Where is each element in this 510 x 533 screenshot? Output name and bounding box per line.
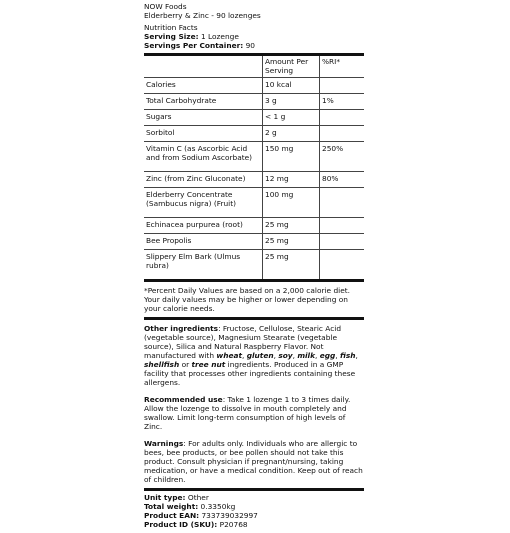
nutrient-amount: 10 kcal <box>263 78 320 94</box>
servings-per-container-value: 90 <box>245 41 255 50</box>
nutrient-ri <box>320 126 365 142</box>
nutrient-amount: 100 mg <box>263 188 320 218</box>
table-row <box>144 234 364 250</box>
product-sku-line <box>144 520 364 529</box>
nutrient-name: Total Carbohydrate <box>144 94 263 110</box>
nutrition-facts-title: Nutrition Facts <box>144 23 198 32</box>
allergen-wheat: wheat <box>216 351 242 360</box>
nutrient-ri: 80% <box>320 172 365 188</box>
nutrient-amount: < 1 g <box>263 110 320 126</box>
warnings-label: Warnings <box>144 439 184 448</box>
nutrient-amount: 25 mg <box>263 218 320 234</box>
recommended-use-section <box>144 391 364 435</box>
footnote-section <box>144 282 364 317</box>
allergen-separator: , <box>315 351 320 360</box>
nutrient-ri <box>320 188 365 218</box>
other-ingredients-section <box>144 320 364 391</box>
product-ean-line <box>144 511 364 520</box>
nutrient-name: Calories <box>144 78 263 94</box>
table-row <box>144 142 364 172</box>
total-weight-label: Total weight: <box>144 502 199 511</box>
allergen-gluten: gluten <box>246 351 274 360</box>
allergen-milk: milk <box>297 351 315 360</box>
nutrient-ri: 250% <box>320 142 365 172</box>
nutrient-amount: 25 mg <box>263 250 320 280</box>
table-row <box>144 172 364 188</box>
nutrient-ri <box>320 218 365 234</box>
allergen-shellfish: shellfish <box>144 360 180 369</box>
product-ean-label: Product EAN: <box>144 511 200 520</box>
allergen-separator: or <box>179 360 192 369</box>
nutrient-ri <box>320 110 365 126</box>
nutrient-name: Sorbitol <box>144 126 263 142</box>
servings-per-container-line <box>144 41 364 50</box>
brand-name: NOW Foods <box>144 2 187 11</box>
unit-type-value: Other <box>187 493 209 502</box>
product-sku-value: P20768 <box>219 520 248 529</box>
nutrient-name: Vitamin C (as Ascorbic Acid and from Sodium Ascorbate) <box>144 142 263 172</box>
table-row <box>144 250 364 280</box>
product-ean-value: 733739032997 <box>201 511 258 520</box>
nutrient-ri <box>320 78 365 94</box>
unit-type-label: Unit type: <box>144 493 186 502</box>
serving-size-label: Serving Size: <box>144 32 199 41</box>
unit-type-line <box>144 493 364 502</box>
table-row <box>144 218 364 234</box>
allergen-egg: egg <box>319 351 336 360</box>
allergen-separator: , <box>355 351 358 360</box>
nutrient-name: Elderberry Concentrate (Sambucus nigra) (Fruit) <box>144 188 263 218</box>
servings-per-container-label: Servings Per Container: <box>144 41 244 50</box>
nutrient-name: Sugars <box>144 110 263 126</box>
nutrient-amount: 25 mg <box>263 234 320 250</box>
table-header-row <box>144 56 364 78</box>
allergen-soy: soy <box>278 351 293 360</box>
nutrient-ri <box>320 250 365 280</box>
allergen-separator: , <box>242 351 247 360</box>
nutrient-amount: 12 mg <box>263 172 320 188</box>
nutrient-amount: 3 g <box>263 94 320 110</box>
recommended-use-text: : Take 1 lozenge 1 to 3 times daily. Allow the lozenge to dissolve in mouth completely and swallow. Limit long-term consumption of high levels of Zinc. <box>144 395 351 431</box>
table-row <box>144 188 364 218</box>
header-ri: %RI* <box>322 57 341 66</box>
other-ingredients-label: Other ingredients <box>144 324 219 333</box>
nutrient-ri <box>320 234 365 250</box>
other-ingredients-text: : Fructose, Cellulose, Stearic Acid (vegetable source), Magnesium Stearate (vegetable source), Silica and Natural Raspberry Flavor. Not manufactured with <box>144 324 342 360</box>
allergen-separator: , <box>273 351 279 360</box>
table-row <box>144 78 364 94</box>
warnings-section <box>144 435 364 488</box>
product-meta-section <box>144 491 364 533</box>
serving-size-value: 1 Lozenge <box>200 32 239 41</box>
total-weight-value: 0.3350kg <box>200 502 236 511</box>
nutrient-name: Bee Propolis <box>144 234 263 250</box>
percent-footnote: *Percent Daily Values are based on a 2,000 calorie diet. Your daily values may be higher or lower depending on your calorie needs. <box>144 286 350 313</box>
nutrient-amount: 150 mg <box>263 142 320 172</box>
table-row <box>144 126 364 142</box>
recommended-use-label: Recommended use <box>144 395 223 404</box>
serving-size-line <box>144 32 364 41</box>
nutrient-name: Echinacea purpurea (root) <box>144 218 263 234</box>
nutrient-name: Slippery Elm Bark (Ulmus rubra) <box>144 250 263 280</box>
nutrient-name: Zinc (from Zinc Gluconate) <box>144 172 263 188</box>
allergen-separator: , <box>335 351 340 360</box>
other-ingredients-text-end: ingredients. Produced in a GMP facility that processes other ingredients containing these allergens. <box>144 360 356 387</box>
nutrient-amount: 2 g <box>263 126 320 142</box>
product-sku-label: Product ID (SKU): <box>144 520 218 529</box>
allergen-tree-nut: tree nut <box>191 360 226 369</box>
header-amount: Amount Per Serving <box>263 56 320 78</box>
allergen-fish: fish <box>340 351 356 360</box>
product-name: Elderberry & Zinc - 90 lozenges <box>144 11 261 20</box>
nutrition-table <box>144 56 364 279</box>
header-blank <box>144 56 263 78</box>
nutrient-ri: 1% <box>320 94 365 110</box>
allergen-separator: , <box>292 351 298 360</box>
product-info-document <box>144 2 364 533</box>
warnings-text: : For adults only. Individuals who are allergic to bees, bee products, or bee pollen should not take this product. Consult physician if pregnant/nursing, taking medication, or have a medical condition. Keep out of reach of children. <box>144 439 363 484</box>
table-row <box>144 94 364 110</box>
table-row <box>144 110 364 126</box>
